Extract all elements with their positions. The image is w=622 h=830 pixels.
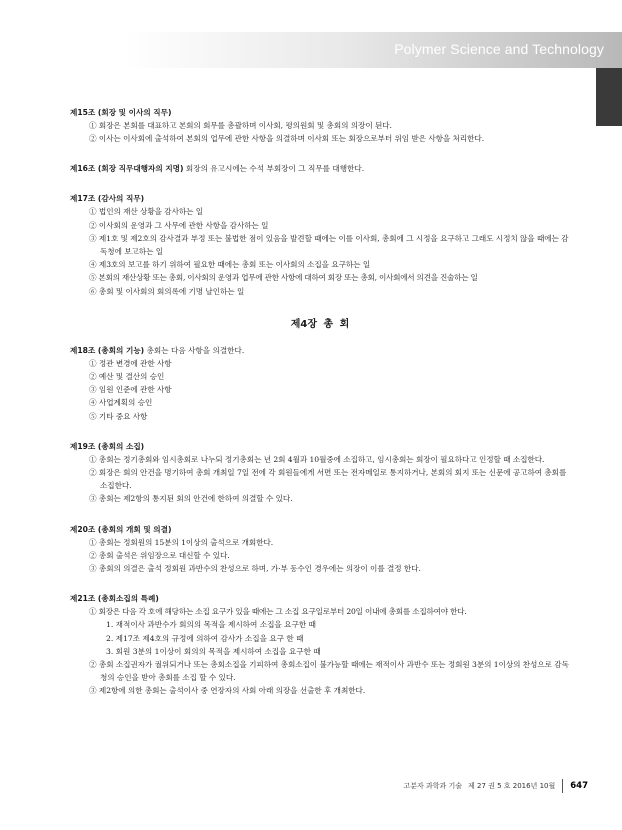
article-16 <box>70 162 570 175</box>
clause: ① 총회는 정회원의 15분의 1이상의 출석으로 개회한다. <box>89 537 274 547</box>
clause: ② 회장은 회의 안건을 명기하여 총회 개최일 7일 전에 각 회원들에게 서면 또는 전자메일로 통지하거나, 본회의 회지 또는 신문에 공고하여 총회를 소집한다. <box>89 468 567 491</box>
clause: ⑥ 총회 및 이사회의 회의록에 기명 날인하는 일 <box>89 286 245 296</box>
sub-clause: 2. 제17조 제4호의 규정에 의하여 감사가 소집을 요구 한 때 <box>106 633 304 643</box>
clause: ② 총회 소집권자가 궐위되거나 또는 총회소집을 기피하여 총회소집이 불가능할 때에는 재적이사 과반수 또는 정회원 3분의 1이상의 찬성으로 감독청의 승인을 받아 총회를 소집 할 수 있다. <box>89 660 569 683</box>
article-heading: 제16조 (회장 직무대행자의 지명) 회장의 유고시에는 수석 부회장이 그 직무를 대행한다. <box>70 164 365 174</box>
article-heading: 제17조 (감사의 직무) <box>70 194 145 204</box>
sub-clause: 3. 회원 3분의 1이상이 회의의 목적을 제시하여 소집을 요구한 때 <box>106 646 321 656</box>
clause: ③ 제1호 및 제2호의 감사결과 부정 또는 불법한 점이 있음을 발견할 때에는 이를 이사회, 총회에 그 시정을 요구하고 그래도 시정치 않을 때에는 감독청에 보고하는 일 <box>89 233 569 257</box>
clause: ② 이사는 이사회에 출석하여 본회의 업무에 관한 사항을 의결하며 이사회 또는 회장으로부터 위임 받은 사항을 처리한다. <box>89 134 485 144</box>
article-19 <box>70 440 570 506</box>
article-17 <box>70 192 570 297</box>
clause: ④ 사업계획의 승인 <box>89 398 153 408</box>
article-heading: 제20조 (총회의 개회 및 의결) <box>70 524 172 534</box>
article-18 <box>70 344 570 423</box>
clause: ② 총회 출석은 위임장으로 대신할 수 있다. <box>89 550 230 560</box>
article-20 <box>70 523 570 576</box>
page-number: 647 <box>570 781 588 791</box>
sub-clause: 1. 재적이사 과반수가 회의의 목적을 제시하여 소집을 요구한 때 <box>106 620 316 630</box>
clause: ② 예산 및 결산의 승인 <box>89 372 165 382</box>
side-tab-marker <box>596 68 622 126</box>
clause: ④ 제3호의 보고를 하기 위하여 필요한 때에는 총회 또는 이사회의 소집을 요구하는 일 <box>89 260 371 270</box>
clause: ⑤ 기타 중요 사항 <box>89 411 148 421</box>
article-heading: 제21조 (총회소집의 특례) <box>70 594 159 604</box>
clause: ① 회장은 본회를 대표하고 본회의 회무를 총괄하며 이사회, 평의원회 및 총회의 의장이 된다. <box>89 121 392 130</box>
clause: ⑤ 본회의 재산상황 또는 총회, 이사회의 운영과 업무에 관한 사항에 대하여 회장 또는 총회, 이사회에서 의견을 진술하는 일 <box>89 273 478 283</box>
article-heading: 제18조 (총회의 기능) 총회는 다음 사항을 의결한다. <box>70 345 245 355</box>
clause: ① 총회는 정기총회와 임시총회로 나누되 정기총회는 년 2회 4월과 10월중에 소집하고, 임시총회는 회장이 필요하다고 인정할 때 소집한다. <box>89 454 545 464</box>
article-15 <box>70 106 570 145</box>
clause: ② 이사회의 운영과 그 사무에 관한 사항을 감사하는 일 <box>89 220 269 230</box>
clause: ③ 제2항에 의한 총회는 출석이사 중 연장자의 사회 아래 의장을 선출한 후 개최한다. <box>89 686 366 696</box>
clause: ① 법인의 재산 상황을 감사하는 일 <box>89 207 204 217</box>
page-footer <box>403 779 588 793</box>
clause: ① 회장은 다음 각 호에 해당하는 소집 요구가 있을 때에는 그 소집 요구일로부터 20일 이내에 총회를 소집하여야 한다. <box>89 607 467 617</box>
footer-journal-name: 고분자 과학과 기술 <box>403 782 462 790</box>
clause: ③ 총회의 의결은 출석 정회원 과반수의 찬성으로 하며, 가·부 동수인 경우에는 의장이 이를 결정 한다. <box>89 564 421 574</box>
article-21 <box>70 592 570 697</box>
chapter-title: 제4장 총 회 <box>290 318 350 330</box>
article-heading: 제19조 (총회의 소집) <box>70 441 145 451</box>
clause: ③ 임원 인준에 관한 사항 <box>89 385 172 395</box>
clause: ③ 총회는 제2항의 통지된 회의 안건에 한하여 의결할 수 있다. <box>89 494 293 504</box>
footer-divider <box>562 779 563 793</box>
document-body <box>70 106 570 715</box>
clause: ① 정관 변경에 관한 사항 <box>89 358 172 368</box>
journal-header-title: Polymer Science and Technology <box>394 41 604 57</box>
article-heading: 제15조 (회장 및 이사의 직무) <box>70 108 172 117</box>
footer-issue: 제 27 권 5 호 2016년 10월 <box>468 782 556 790</box>
